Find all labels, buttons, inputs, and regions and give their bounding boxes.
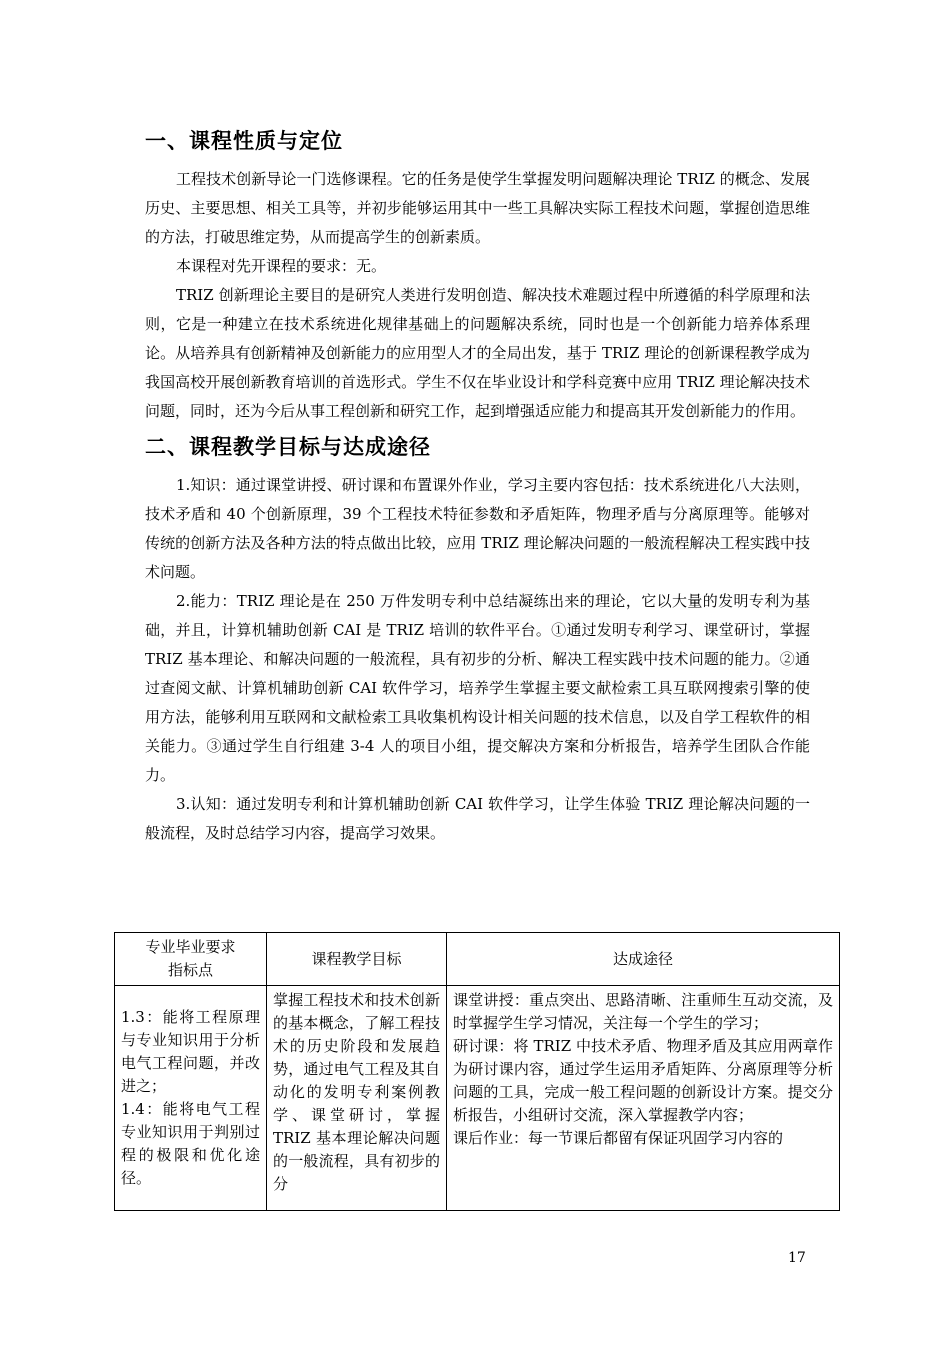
table-header-approach: 达成途径 bbox=[447, 933, 840, 986]
table-header-row bbox=[115, 933, 840, 986]
table-cell-objective: 掌握工程技术和技术创新的基本概念，了解工程技术的历史阶段和发展趋势，通过电气工程及其自动化的发明专利案例教学、课堂研讨，掌握 TRIZ 基本理论解决问题的一般流程，具有初步的分 bbox=[267, 986, 447, 1211]
table-header-indicator bbox=[115, 933, 267, 986]
cell-text: 课堂讲授：重点突出、思路清晰、注重师生互动交流，及时掌握学生学习情况，关注每一个学生的学习； bbox=[453, 991, 833, 1032]
paragraph: TRIZ 创新理论主要目的是研究人类进行发明创造、解决技术难题过程中所遵循的科学原理和法则，它是一种建立在技术系统进化规律基础上的问题解决系统，同时也是一个创新能力培养体系理论。从培养具有创新精神及创新能力的应用型人才的全局出发，基于 TRIZ 理论的创新课程教学成为我国高校开展创新教育培训的首选形式。学生不仅在毕业设计和学科竞赛中应用 TRIZ 理论解决技术问题，同时，还为今后从事工程创新和研究工作，起到增强适应能力和提高其开发创新能力的作用。 bbox=[145, 286, 810, 420]
table-row bbox=[115, 986, 840, 1211]
page-number: 17 bbox=[788, 1250, 806, 1266]
header-text: 专业毕业要求 bbox=[145, 938, 236, 956]
cell-text: 1.4：能将电气工程专业知识用于判别过程的极限和优化途径。 bbox=[121, 1100, 260, 1187]
cell-text: 1.3：能将工程原理与专业知识用于分析电气工程问题，并改进之； bbox=[121, 1008, 260, 1095]
table-cell-indicator bbox=[115, 986, 267, 1211]
paragraph: 3.认知：通过发明专利和计算机辅助创新 CAI 软件学习，让学生体验 TRIZ 理论解决问题的一般流程，及时总结学习内容，提高学习效果。 bbox=[145, 795, 810, 842]
paragraph: 1.知识：通过课堂讲授、研讨课和布置课外作业，学习主要内容包括：技术系统进化八大法则，技术矛盾和 40 个创新原理，39 个工程技术特征参数和矛盾矩阵，物理矛盾与分离原理等。能够对传统的创新方法及各种方法的特点做出比较，应用 TRIZ 理论解决问题的一般流程解决工程实践中技术问题。 bbox=[145, 476, 810, 581]
header-text: 指标点 bbox=[167, 961, 213, 979]
cell-text: 研讨课：将 TRIZ 中技术矛盾、物理矛盾及其应用两章作为研讨课内容，通过学生运用矛盾矩阵、分离原理等分析问题的工具，完成一般工程问题的创新设计方案。提交分析报告，小组研讨交流，深入掌握教学内容； bbox=[453, 1037, 833, 1124]
goals-table bbox=[114, 932, 840, 1211]
section-heading: 一、课程性质与定位 bbox=[145, 129, 343, 153]
table-cell-approach bbox=[447, 986, 840, 1211]
cell-text: 课后作业：每一节课后都留有保证巩固学习内容的 bbox=[453, 1129, 784, 1147]
paragraph: 工程技术创新导论一门选修课程。它的任务是使学生掌握发明问题解决理论 TRIZ 的概念、发展历史、主要思想、相关工具等，并初步能够运用其中一些工具解决实际工程技术问题，掌握创造思维的方法，打破思维定势，从而提高学生的创新素质。 bbox=[145, 170, 810, 246]
paragraph: 2.能力：TRIZ 理论是在 250 万件发明专利中总结凝练出来的理论，它以大量的发明专利为基础，并且，计算机辅助创新 CAI 是 TRIZ 培训的软件平台。①通过发明专利学习、课堂研讨，掌握 TRIZ 基本理论、和解决问题的一般流程，具有初步的分析、解决工程实践中技术问题的能力。②通过查阅文献、计算机辅助创新 CAI 软件学习，培养学生掌握主要文献检索工具互联网搜索引擎的使用方法，能够利用互联网和文献检索工具收集机构设计相关问题的技术信息，以及自学工程软件的相关能力。③通过学生自行组建 3-4 人的项目小组，提交解决方案和分析报告，培养学生团队合作能力。 bbox=[145, 592, 810, 784]
section-teaching-goals bbox=[145, 432, 810, 848]
table-header-objective: 课程教学目标 bbox=[267, 933, 447, 986]
page-content bbox=[145, 126, 810, 848]
section-course-nature bbox=[145, 126, 810, 426]
section-heading: 二、课程教学目标与达成途径 bbox=[145, 435, 431, 459]
paragraph: 本课程对先开课程的要求：无。 bbox=[176, 257, 387, 275]
